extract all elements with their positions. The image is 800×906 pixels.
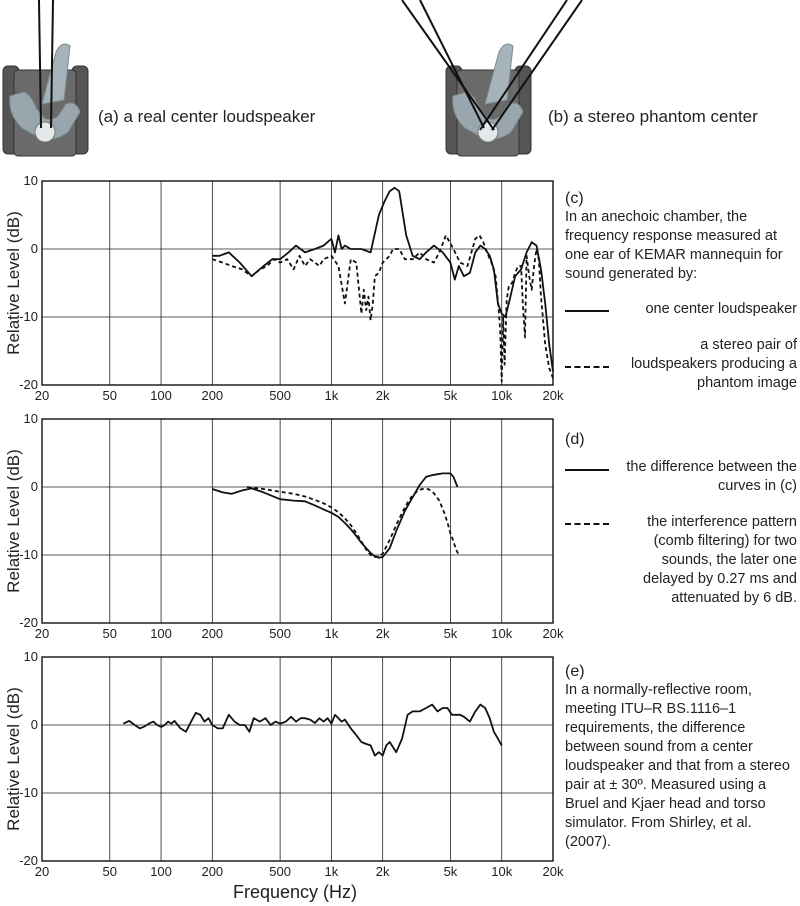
chart-panel-d [4,411,564,641]
y-tick-label: -10 [19,785,38,800]
plot-frame [42,657,553,861]
x-tick-label: 500 [269,864,291,879]
legend-solid-line [565,469,609,471]
legend-item-stereo-pair [565,336,797,394]
chart-panel-c [4,173,564,403]
panel-d-notes [565,430,797,449]
x-axis-label: Frequency (Hz) [232,882,358,902]
x-tick-label: 500 [269,388,291,403]
legend-item-center-loudspeaker [565,300,797,320]
y-tick-label: -10 [19,547,38,562]
x-tick-label: 20k [542,388,564,403]
x-tick-label: 10k [491,626,513,641]
x-tick-label: 20 [34,388,50,403]
series-line-solid [212,473,457,557]
x-tick-label: 2k [375,864,390,879]
x-tick-label: 2k [375,626,390,641]
x-tick-label: 10k [491,864,513,879]
y-axis-label: Relative Level (dB) [4,449,23,593]
x-tick-label: 50 [102,626,118,641]
legend-dashed-line [565,523,609,525]
plot-frame [42,181,553,385]
panel-c-notes [565,189,797,284]
y-axis-label: Relative Level (dB) [4,687,23,831]
panel-d-tag: (d) [565,431,585,448]
x-tick-label: 50 [102,388,118,403]
x-tick-label: 20k [542,864,564,879]
y-tick-label: -20 [19,615,38,630]
diagram-stereo-phantom-center [402,0,582,156]
legend-solid-line [565,310,609,312]
x-tick-label: 50 [102,864,118,879]
panel-e-description: In a normally-reflective room, meeting ITU–R BS.1116–1 requirements, the difference between sound from a center loudspeaker and that from a stereo pair at ± 30º. Measured using a Bruel and Kjaer head and torso simulator. From Shirley, et al. (2007). [565,682,790,850]
legend-item-difference [565,458,797,496]
x-tick-label: 1k [324,388,339,403]
x-tick-label: 100 [150,388,172,403]
series-line-solid [123,705,501,756]
y-tick-label: 10 [23,411,38,426]
panel-e-tag: (e) [565,663,585,680]
y-tick-label: -20 [19,377,38,392]
x-tick-label: 5k [443,626,458,641]
diagram-b-caption: (b) a stereo phantom center [548,107,758,126]
panel-c-tag: (c) [565,190,584,207]
y-tick-label: 0 [30,241,38,256]
x-tick-label: 2k [375,388,390,403]
x-tick-label: 100 [150,864,172,879]
y-tick-label: 0 [30,479,38,494]
x-tick-label: 20 [34,626,50,641]
legend-item-interference [565,513,797,606]
legend-label: the interference pattern (comb filtering) for two sounds, the later one delayed by 0.27 ms and attenuated by 6 dB. [643,514,797,606]
x-tick-label: 1k [324,864,339,879]
y-tick-label: -10 [19,309,38,324]
x-tick-label: 20 [34,864,50,879]
x-tick-label: 10k [491,388,513,403]
x-tick-label: 500 [269,626,291,641]
x-tick-label: 20k [542,626,564,641]
x-tick-label: 100 [150,626,172,641]
panel-c-description: In an anechoic chamber, the frequency response measured at one ear of KEMAR mannequin for sound generated by: [565,209,783,282]
diagram-center-loudspeaker [3,0,88,156]
plot-frame [42,419,553,623]
x-tick-label: 5k [443,864,458,879]
y-axis-label: Relative Level (dB) [4,211,23,355]
legend-label: a stereo pair of loudspeakers producing a phantom image [630,337,797,391]
y-tick-label: 10 [23,649,38,664]
x-tick-label: 200 [201,388,224,403]
legend-label: one center loudspeaker [645,301,797,317]
legend-label: the difference between the curves in (c) [626,459,797,494]
legend-dashed-line [565,366,609,368]
diagram-a-caption: (a) a real center loudspeaker [98,107,316,126]
chart-panel-e [4,649,564,879]
y-tick-label: -20 [19,853,38,868]
x-tick-label: 200 [201,626,224,641]
y-tick-label: 0 [30,717,38,732]
x-tick-label: 200 [201,864,224,879]
y-tick-label: 10 [23,173,38,188]
x-tick-label: 1k [324,626,339,641]
x-tick-label: 5k [443,388,458,403]
panel-e-notes [565,662,797,852]
series-line-dashed [247,487,459,557]
